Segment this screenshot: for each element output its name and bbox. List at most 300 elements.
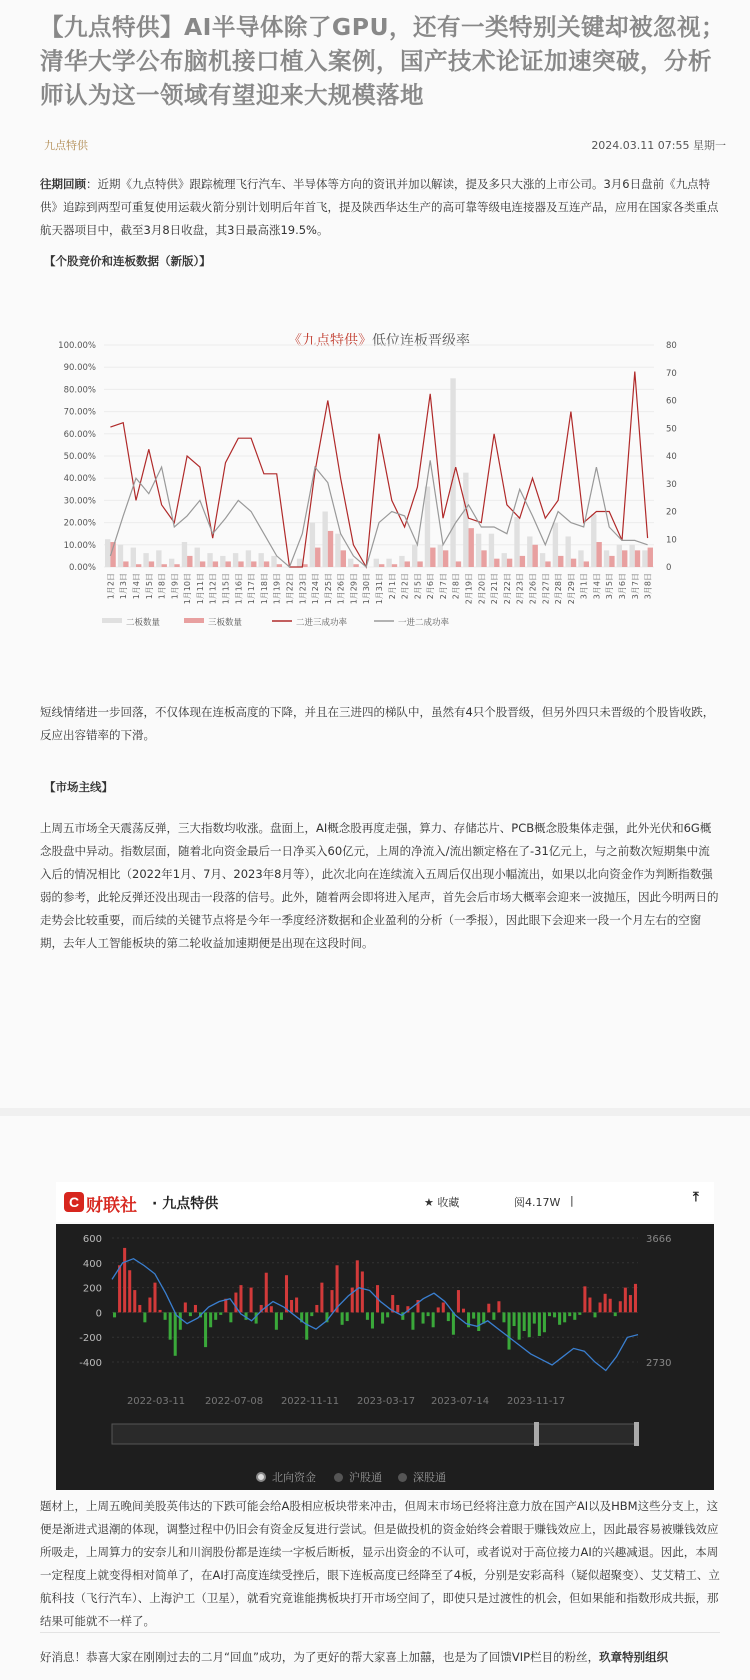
right-tick-label: 20 xyxy=(666,507,677,518)
two-board-bar xyxy=(207,553,212,567)
flow-x-tick: 2022-03-11 xyxy=(126,1396,186,1407)
flow-bar xyxy=(133,1290,136,1312)
left-tick-label: 100.00% xyxy=(58,341,96,351)
left-tick-label: 30.00% xyxy=(63,496,96,507)
flow-bar xyxy=(442,1302,445,1312)
flow-bar xyxy=(280,1312,283,1319)
promo-body: 好消息！恭喜大家在刚刚过去的二月“回血”成功，为了更好的帮大家喜上加囍，也是为了回馈VIP栏目的粉丝， xyxy=(40,1650,600,1664)
left-tick-label: 60.00% xyxy=(63,429,96,440)
flow-left-axis-ticks xyxy=(79,1234,102,1369)
three-board-bars xyxy=(110,528,653,567)
three-board-bar xyxy=(507,559,512,567)
flow-bar xyxy=(118,1265,121,1312)
flow-x-tick: 2023-07-14 xyxy=(430,1396,490,1407)
flow-bar xyxy=(573,1312,576,1319)
flow-bar xyxy=(619,1301,622,1312)
x-tick-label: 1月15日 xyxy=(221,573,231,605)
three-board-bar xyxy=(353,564,358,567)
flow-bar xyxy=(624,1288,627,1313)
x-axis-ticks xyxy=(106,573,652,604)
three-board-bar xyxy=(328,531,333,567)
flow-bar xyxy=(179,1312,182,1329)
x-tick-label: 2月8日 xyxy=(451,573,461,600)
left-tick-label: 10.00% xyxy=(63,540,96,551)
x-tick-label: 2月28日 xyxy=(554,573,564,605)
promo-text xyxy=(40,1649,740,1665)
publish-date: 2024.03.11 07:55 星期一 xyxy=(591,139,726,152)
radio-icon xyxy=(398,1473,407,1482)
flow-bar xyxy=(356,1260,359,1312)
left-tick-label: 70.00% xyxy=(63,407,96,418)
flow-bar xyxy=(568,1312,571,1316)
two-board-bar xyxy=(514,517,519,567)
left-tick-label: 0.00% xyxy=(68,563,96,573)
legend-northbound[interactable] xyxy=(256,1469,316,1485)
flow-bar xyxy=(497,1301,500,1312)
x-tick-label: 2月1日 xyxy=(387,573,397,600)
flow-bar xyxy=(593,1312,596,1317)
two-board-bar xyxy=(348,559,353,567)
legend-label: 三板数量 xyxy=(208,618,243,628)
flow-bar xyxy=(502,1312,505,1322)
flow-bar xyxy=(533,1312,536,1323)
flow-bar xyxy=(604,1294,607,1313)
flow-legend xyxy=(56,1460,714,1490)
x-tick-label: 3月6日 xyxy=(618,573,628,600)
flow-bar xyxy=(285,1275,288,1312)
x-tick-label: 1月22日 xyxy=(285,573,295,605)
x-tick-label: 1月8日 xyxy=(157,573,167,600)
chart-title-series: 《九点特供》 xyxy=(288,333,372,349)
x-tick-label: 1月25日 xyxy=(323,573,333,605)
footer-divider xyxy=(40,1632,720,1633)
flow-bar xyxy=(588,1298,591,1313)
flow-bar xyxy=(513,1312,516,1326)
radio-icon xyxy=(334,1473,343,1482)
two-board-bars xyxy=(105,378,648,567)
review-text: ：近期《九点特供》跟踪梳理飞行汽车、半导体等方向的资讯并加以解读，提及多只大涨的上市公司。3月6日盘前《九点特供》追踪到两型可重复使用运载火箭分别计划明后年首飞，提及陕西华达生产的高可靠等级电连接器及互连产品，应用在国家各类重点航天器项目中，截至3月8日收盘，其3日最高涨19.5%。 xyxy=(40,177,719,237)
x-tick-label: 3月1日 xyxy=(579,573,589,600)
read-count: 阅4.17W xyxy=(514,1196,561,1209)
x-tick-label: 1月29日 xyxy=(349,573,359,605)
flow-bar xyxy=(523,1312,526,1331)
flow-left-tick: 400 xyxy=(82,1258,102,1270)
legend-sh-connect[interactable] xyxy=(334,1469,382,1485)
two-board-bar xyxy=(502,553,507,567)
two-board-bar xyxy=(297,559,302,567)
two-board-bar xyxy=(246,550,251,567)
legend-label: 一进二成功率 xyxy=(398,618,450,628)
right-tick-label: 50 xyxy=(666,424,677,435)
x-tick-label: 2月29日 xyxy=(566,573,576,605)
x-tick-label: 1月11日 xyxy=(195,573,205,605)
flow-x-tick: 2023-11-17 xyxy=(506,1396,566,1407)
flow-x-tick: 2022-07-08 xyxy=(204,1396,264,1407)
three-board-bar xyxy=(187,556,192,567)
right-axis-ticks xyxy=(666,341,677,573)
x-tick-label: 1月17日 xyxy=(247,573,257,605)
right-tick-label: 30 xyxy=(666,479,677,490)
three-board-bar xyxy=(392,564,397,567)
flow-bar xyxy=(583,1286,586,1312)
two-board-bar xyxy=(233,553,238,567)
range-slider-track[interactable] xyxy=(112,1424,638,1444)
flow-left-tick: -200 xyxy=(79,1333,102,1345)
left-tick-label: 40.00% xyxy=(63,474,96,485)
two-board-bar xyxy=(527,536,532,567)
two-board-bar xyxy=(259,553,264,567)
flow-bar xyxy=(487,1304,490,1313)
flow-bar xyxy=(508,1312,511,1349)
flow-bar xyxy=(153,1283,156,1313)
flow-bar xyxy=(548,1312,551,1316)
three-board-bar xyxy=(174,564,179,567)
flow-bar xyxy=(138,1305,141,1312)
chart-title xyxy=(288,332,470,349)
legend-northbound-label: 北向资金 xyxy=(272,1471,316,1484)
two-board-bar xyxy=(310,523,315,567)
flow-bar xyxy=(629,1295,632,1312)
flow-bar xyxy=(563,1312,566,1322)
flow-bar xyxy=(422,1312,425,1323)
left-axis-ticks xyxy=(58,341,96,573)
flow-bar xyxy=(310,1312,313,1316)
two-board-bar xyxy=(604,550,609,567)
flow-bar xyxy=(123,1248,126,1312)
flow-bar xyxy=(599,1302,602,1312)
two-board-bar xyxy=(412,545,417,567)
x-tick-label: 2月5日 xyxy=(413,573,423,600)
two-board-bar xyxy=(156,550,161,567)
radio-selected-icon xyxy=(256,1472,266,1482)
three-board-bar xyxy=(123,561,128,567)
three-board-bar xyxy=(430,548,435,567)
three-board-bar xyxy=(622,550,627,567)
x-tick-label: 1月23日 xyxy=(298,573,308,605)
market-paragraph: 上周五市场全天震荡反弹，三大指数均收涨。盘面上，AI概念股再度走强，算力、存储芯片、PCB概念股集体走强，此外光伏和6G概念股盘中异动。指数层面，随着北向资金最后一日净买入60亿元，上周的净流入/流出额定格在了-31亿元上，与之前数次短期集中流入后的情况相比（2022年1月、7月、2023年8月等），此次北向在连续流入五周后仅出现小幅流出，如果以北向资金作为判断指数强弱的参考，此轮反弹还没出现击一段落的信号。此外，随着两会即将进入尾声，首先会后市场大概率会迎来一波抛压，因此今明两日的走势会比较重要，而后续的关键节点将是今年一季度经济数据和企业盈利的分析（一季报），因此眼下会迎来一段一个月左右的空窗期，去年人工智能板块的第二轮收益加速期便是出现在这段时间。 xyxy=(40,821,719,950)
range-slider-handle-right[interactable] xyxy=(634,1422,639,1446)
flow-bar xyxy=(361,1271,364,1312)
two-board-bar xyxy=(489,534,494,567)
left-tick-label: 80.00% xyxy=(63,385,96,396)
legend-sz-label: 深股通 xyxy=(413,1471,446,1484)
flow-bar xyxy=(320,1283,323,1313)
flow-left-tick: -400 xyxy=(79,1358,102,1369)
right-tick-label: 40 xyxy=(666,452,677,462)
three-board-bar xyxy=(494,559,499,567)
card-header xyxy=(56,1182,714,1222)
flow-bar xyxy=(411,1312,414,1329)
flow-bar xyxy=(538,1312,541,1336)
three-board-bar xyxy=(405,561,410,567)
author-name[interactable]: 九点特供 xyxy=(44,139,88,152)
three-board-bar xyxy=(571,559,576,567)
x-tick-label: 2月21日 xyxy=(490,573,500,605)
flow-bar xyxy=(174,1312,177,1355)
left-tick-label: 20.00% xyxy=(63,518,96,529)
flow-bar xyxy=(290,1300,293,1312)
header-separator: | xyxy=(570,1194,574,1207)
three-board-bar xyxy=(558,556,563,567)
three-board-bar xyxy=(609,556,614,567)
two-board-bar xyxy=(578,550,583,567)
flow-bar xyxy=(492,1312,495,1319)
flow-bar xyxy=(558,1312,561,1324)
flow-bar xyxy=(184,1302,187,1312)
flow-bar xyxy=(381,1312,384,1323)
three-board-bar xyxy=(648,548,653,567)
x-tick-label: 2月20日 xyxy=(477,573,487,605)
flow-left-tick: 0 xyxy=(95,1308,102,1320)
promo-bold: 玖章特别组织 xyxy=(599,1650,669,1664)
x-tick-label: 1月3日 xyxy=(119,573,129,600)
three-board-bar xyxy=(264,561,269,567)
two-board-bar xyxy=(476,534,481,567)
three-board-bar xyxy=(251,561,256,567)
section-heading-data: 【个股竞价和连板数据（新版）】 xyxy=(44,254,211,268)
collect-label: 收藏 xyxy=(437,1196,460,1209)
three-board-bar xyxy=(379,564,384,567)
flow-bar xyxy=(219,1312,222,1314)
flow-bar xyxy=(270,1306,273,1312)
flow-x-tick: 2023-03-17 xyxy=(356,1396,416,1407)
flow-bar xyxy=(148,1298,151,1313)
legend-sh-label: 沪股通 xyxy=(349,1471,382,1484)
flow-bar xyxy=(609,1299,612,1313)
flow-bar xyxy=(366,1312,369,1319)
x-tick-label: 1月24日 xyxy=(311,573,321,605)
x-tick-label: 1月18日 xyxy=(259,573,269,605)
legend-sz-connect[interactable] xyxy=(398,1469,446,1485)
flow-bar xyxy=(346,1312,349,1321)
flow-right-tick: 2730 xyxy=(646,1358,672,1369)
right-tick-label: 0 xyxy=(666,563,672,573)
promotion-rate-chart xyxy=(44,325,714,690)
flow-bar xyxy=(462,1309,465,1313)
x-tick-label: 2月19日 xyxy=(464,573,474,605)
chart-title-main: 低位连板晋级率 xyxy=(372,333,470,349)
section-divider xyxy=(0,1108,750,1116)
x-tick-label: 3月8日 xyxy=(643,573,653,600)
right-tick-label: 80 xyxy=(666,341,677,351)
flow-bar xyxy=(229,1312,232,1322)
three-board-bar xyxy=(226,561,231,567)
review-label: 往期回顾 xyxy=(40,177,86,191)
two-board-bar xyxy=(425,487,430,567)
flow-x-axis-ticks xyxy=(127,1396,565,1407)
two-board-bar xyxy=(105,539,110,567)
flow-bar xyxy=(164,1312,167,1319)
flow-chart-gridlines xyxy=(112,1238,638,1362)
flow-bar xyxy=(477,1312,480,1331)
right-tick-label: 10 xyxy=(666,535,677,546)
flow-bar xyxy=(159,1310,162,1312)
flow-bar xyxy=(143,1312,146,1322)
three-board-bar xyxy=(136,564,141,567)
flow-bar xyxy=(427,1312,430,1316)
three-board-bar xyxy=(481,550,486,567)
three-board-bar xyxy=(584,561,589,567)
x-tick-label: 1月31日 xyxy=(375,573,384,605)
flow-bars xyxy=(113,1248,637,1356)
flow-bar xyxy=(128,1270,131,1312)
flow-bar xyxy=(634,1284,637,1313)
legend-label: 二进三成功率 xyxy=(296,618,348,628)
two-board-bar xyxy=(399,556,404,567)
three-board-bar xyxy=(315,548,320,567)
two-board-bar xyxy=(540,553,545,567)
two-board-bar xyxy=(463,473,468,567)
three-board-bar xyxy=(635,550,640,567)
flow-right-tick: 3666 xyxy=(646,1234,672,1245)
flow-bar xyxy=(578,1312,581,1314)
flow-x-tick: 2022-11-11 xyxy=(280,1396,340,1407)
two-board-bar xyxy=(195,548,200,567)
three-board-bar xyxy=(545,561,550,567)
two-board-bar xyxy=(169,559,174,567)
x-tick-label: 1月4日 xyxy=(131,573,141,600)
x-tick-label: 1月12日 xyxy=(208,573,218,605)
two-board-bar xyxy=(335,534,340,567)
flow-bar xyxy=(250,1288,253,1313)
three-board-bar xyxy=(469,528,474,567)
legend-swatch xyxy=(184,618,204,623)
three-board-bar xyxy=(417,561,422,567)
three-board-bar xyxy=(238,561,243,567)
three-board-bar xyxy=(456,561,461,567)
two-board-bar xyxy=(374,559,379,567)
three-board-bar xyxy=(443,550,448,567)
left-tick-label: 90.00% xyxy=(63,363,96,374)
x-tick-label: 2月7日 xyxy=(438,573,448,600)
flow-bar xyxy=(330,1290,333,1312)
two-board-bar xyxy=(143,553,148,567)
three-board-bar xyxy=(341,550,346,567)
flow-bar xyxy=(204,1312,207,1347)
flow-bar xyxy=(614,1312,617,1316)
flow-bar xyxy=(518,1312,521,1339)
three-board-bar xyxy=(596,542,601,567)
flow-bar xyxy=(386,1312,389,1317)
two-board-bar xyxy=(553,523,558,567)
chart-legend xyxy=(102,617,450,628)
three-board-bar xyxy=(520,556,525,567)
flow-bar xyxy=(371,1312,374,1328)
flow-bar xyxy=(432,1312,435,1327)
flow-bar xyxy=(113,1312,116,1317)
flow-bar xyxy=(457,1290,460,1312)
x-tick-label: 3月7日 xyxy=(630,573,640,600)
flow-bar xyxy=(239,1285,242,1312)
x-tick-label: 1月10日 xyxy=(183,573,193,605)
flow-bar xyxy=(214,1312,217,1319)
embedded-chart-card xyxy=(56,1182,714,1462)
two-board-bar xyxy=(617,545,622,567)
x-tick-label: 1月26日 xyxy=(336,573,346,605)
range-slider-handle-left[interactable] xyxy=(534,1422,539,1446)
flow-bar xyxy=(553,1312,556,1317)
two-board-bar xyxy=(438,545,443,567)
pin-top-icon[interactable]: ⤒ xyxy=(693,1190,699,1205)
x-tick-label: 1月30日 xyxy=(362,573,372,605)
review-paragraph xyxy=(40,173,720,242)
three-board-bar xyxy=(162,564,167,567)
section-heading-market: 【市场主线】 xyxy=(44,780,113,794)
theme-paragraph: 题材上，上周五晚间美股英伟达的下跌可能会给A股相应板块带来冲击，但周末市场已经将注意力放在国产AI以及HBM这些分支上，这便是渐进式退潮的体现，调整过程中仍旧会有资金反复进行尝试。但是做投机的资金始终会着眼于赚钱效应上，因此最容易被赚钱效应所吸走，上周算力的安奈儿和川润股份都是连续一字板后断板，显示出资金的不认可，或者说对于高位接力AI的兴趣减退。因此，本周一定程度上就变得相对简单了，在AI打高度连续受挫后，眼下连板高度已经降至了4板，分别是安彩高科（疑似超聚变）、艾艾精工、立航科技（飞行汽车）、上海沪工（卫星），就看究竟谁能携板块打开市场空间了，即使只是过渡性的机会，但如果能和指数形成共振，那结果可能就不一样了。 xyxy=(40,1499,720,1628)
two-board-bar xyxy=(642,550,647,567)
two-board-bar xyxy=(322,512,327,568)
flow-bar xyxy=(452,1312,455,1334)
two-board-bar xyxy=(271,556,276,567)
flow-bar xyxy=(437,1307,440,1312)
x-tick-label: 2月26日 xyxy=(528,573,538,605)
flow-right-axis-ticks xyxy=(646,1234,671,1369)
x-tick-label: 3月4日 xyxy=(592,573,602,600)
three-board-bar xyxy=(213,561,218,567)
flow-bar xyxy=(189,1312,192,1316)
flow-bar xyxy=(472,1312,475,1318)
two-board-bar xyxy=(131,548,136,567)
flow-bar xyxy=(315,1305,318,1312)
summary-paragraph: 短线情绪进一步回落，不仅体现在连板高度的下降，并且在三进四的梯队中，虽然有4只个股晋级，但另外四只未晋级的个股皆收跌，反应出容错率的下滑。 xyxy=(40,705,715,742)
two-board-bar xyxy=(565,536,570,567)
two-board-bar xyxy=(220,556,225,567)
flow-bar xyxy=(543,1312,546,1332)
northbound-flow-chart xyxy=(56,1224,714,1462)
flow-bar xyxy=(528,1312,531,1337)
star-icon: ★ xyxy=(424,1196,434,1209)
collect-button[interactable] xyxy=(424,1194,459,1210)
two-board-bar xyxy=(182,542,187,567)
flow-bar xyxy=(447,1312,450,1321)
flow-bar xyxy=(194,1305,197,1312)
x-tick-label: 2月23日 xyxy=(515,573,525,605)
column-name: · 九点特供 xyxy=(152,1196,219,1212)
flow-bar xyxy=(169,1312,172,1339)
two-board-bar xyxy=(591,514,596,567)
flow-bar xyxy=(396,1305,399,1312)
three-board-bar xyxy=(200,561,205,567)
flow-left-tick: 200 xyxy=(82,1283,102,1295)
x-tick-label: 1月16日 xyxy=(234,573,244,605)
flow-bar xyxy=(295,1298,298,1313)
flow-bar xyxy=(224,1299,227,1313)
legend-label: 二板数量 xyxy=(126,618,161,628)
three-board-bar xyxy=(277,564,282,567)
flow-bar xyxy=(209,1312,212,1327)
x-tick-label: 1月19日 xyxy=(272,573,282,605)
legend-swatch xyxy=(102,618,122,623)
x-tick-label: 3月5日 xyxy=(605,573,615,600)
flow-bar xyxy=(341,1312,344,1324)
flow-bar xyxy=(305,1312,308,1339)
right-tick-label: 70 xyxy=(666,368,677,379)
two-board-bar xyxy=(629,545,634,567)
x-tick-label: 1月5日 xyxy=(144,573,154,600)
left-tick-label: 50.00% xyxy=(63,452,96,462)
cls-logo-text: 财联社 xyxy=(86,1196,137,1216)
three-board-bar xyxy=(149,561,154,567)
flow-left-tick: 600 xyxy=(82,1234,102,1245)
x-tick-label: 2月27日 xyxy=(541,573,551,605)
three-board-bar xyxy=(532,545,537,567)
article-title: 【九点特供】AI半导体除了GPU，还有一类特别关键却被忽视；清华大学公布脑机接口植入案例，国产技术论证加速突破，分析师认为这一领域有望迎来大规模落地 xyxy=(40,13,726,109)
x-tick-label: 2月6日 xyxy=(426,573,436,600)
flow-bar xyxy=(275,1312,278,1329)
two-board-bar xyxy=(118,545,123,567)
x-tick-label: 1月9日 xyxy=(170,573,180,600)
x-tick-label: 2月2日 xyxy=(400,573,410,600)
